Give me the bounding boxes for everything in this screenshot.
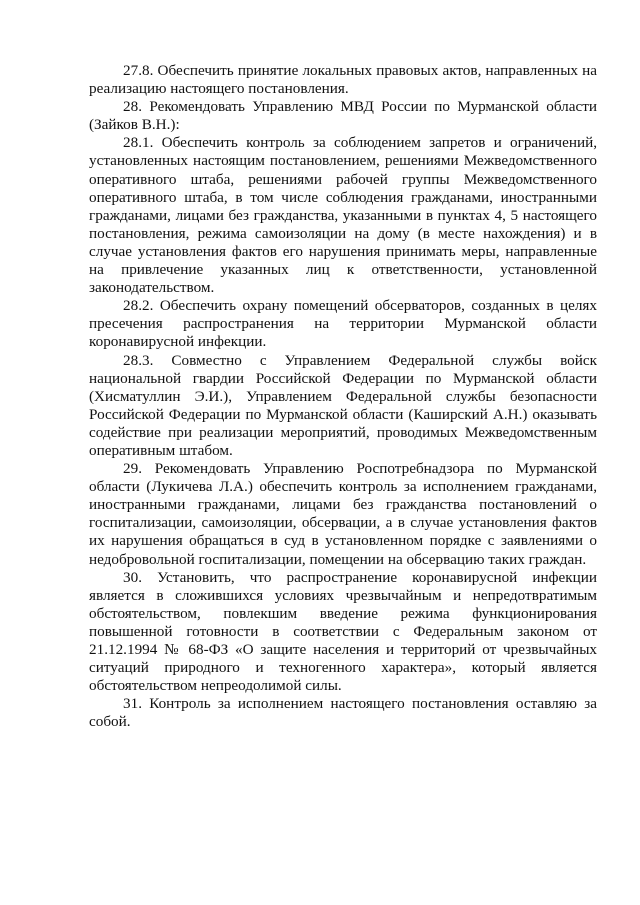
- paragraph-28-3: 28.3. Совместно с Управлением Федеральной службы войск национальной гвардии Российской Федерации по Мурманской области (Хисматуллин Э.И.), Управлением Федеральной службы безопасности Российской Федерации по Мурманской области (Каширский А.Н.) оказывать содействие при реализации мероприятий, проводимых Межведомственным оперативным штабом.: [89, 351, 597, 459]
- document-page: [89, 62, 597, 731]
- paragraph-28-1: 28.1. Обеспечить контроль за соблюдением запретов и ограничений, установленных настоящим постановлением, решениями Межведомственного оперативного штаба, решениями рабочей группы Межведомственного оперативного штаба, в том числе соблюдения гражданами, иностранными гражданами, лицами без гражданства, указанными в пунктах 4, 5 настоящего постановления, режима самоизоляции на дому (в месте нахождения) и в случае установления фактов его нарушения принимать меры, направленные на привлечение указанных лиц к ответственности, установленной законодательством.: [89, 134, 597, 297]
- paragraph-31: 31. Контроль за исполнением настоящего постановления оставляю за собой.: [89, 695, 597, 731]
- paragraph-27-8: 27.8. Обеспечить принятие локальных правовых актов, направленных на реализацию настоящего постановления.: [89, 62, 597, 98]
- paragraph-28: 28. Рекомендовать Управлению МВД России по Мурманской области (Зайков В.Н.):: [89, 98, 597, 134]
- paragraph-30: 30. Установить, что распространение коронавирусной инфекции является в сложившихся условиях чрезвычайным и непредотвратимым обстоятельством, повлекшим введение режима функционирования повышенной готовности в соответствии с Федеральным законом от 21.12.1994 № 68-ФЗ «О защите населения и территорий от чрезвычайных ситуаций природного и техногенного характера», который является обстоятельством непреодолимой силы.: [89, 568, 597, 695]
- paragraph-28-2: 28.2. Обеспечить охрану помещений обсерваторов, созданных в целях пресечения распространения на территории Мурманской области коронавирусной инфекции.: [89, 297, 597, 351]
- paragraph-29: 29. Рекомендовать Управлению Роспотребнадзора по Мурманской области (Лукичева Л.А.) обеспечить контроль за исполнением гражданами, иностранными гражданами, лицами без гражданства постановлений о госпитализации, самоизоляции, обсервации, а в случае установления фактов их нарушения обращаться в суд в установленном порядке с заявлениями о недобровольной госпитализации, помещении на обсервацию таких граждан.: [89, 460, 597, 568]
